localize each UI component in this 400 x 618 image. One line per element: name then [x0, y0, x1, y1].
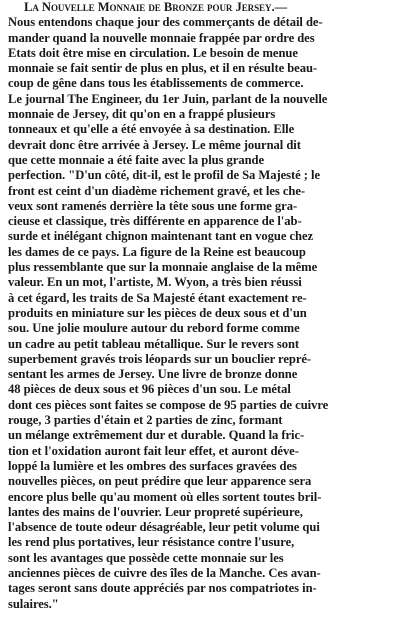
text-line: sont les avantages que possède cette monnaie sur les: [8, 550, 284, 565]
text-line: lantes des mains de l'ouvrier. Leur propreté supérieure,: [8, 504, 303, 519]
text-line: coup de gêne dans tous les établissements de commerce.: [8, 76, 304, 91]
text-line: Nous entendons chaque jour des commerçants de détail de-: [8, 15, 323, 30]
text-line: perfection. "D'un côté, dit-il, est le profil de Sa Majesté ; le: [8, 168, 321, 183]
text-line: que cette monnaie a été faite avec la plus grande: [8, 152, 265, 167]
text-line: anciennes pièces de cuivre des îles de la Manche. Ces avan-: [8, 565, 321, 580]
text-line: un mélange extrêmement dur et durable. Quand la fric-: [8, 428, 305, 443]
article-body: [8, 0, 394, 612]
text-line: un cadre au petit tableau métallique. Sur le revers sont: [8, 336, 300, 351]
text-line: valeur. En un mot, l'artiste, M. Wyon, a très bien réussi: [8, 275, 302, 290]
text-line: Le journal The Engineer, du 1er Juin, parlant de la nouvelle: [8, 91, 328, 106]
text-line: nouvelles pièces, on peut prédire que leur apparence sera: [8, 474, 312, 489]
text-line: mander quand la nouvelle monnaie frappée par ordre des: [8, 30, 315, 45]
text-line: tages seront sans doute appréciés par nos compatriotes in-: [8, 581, 317, 596]
article-heading: La Nouvelle Monnaie de Bronze pour Jersey.—: [24, 0, 288, 14]
text-line: l'absence de toute odeur désagréable, leur petit volume qui: [8, 520, 320, 535]
text-line: produits en miniature sur les pièces de deux sous et d'un: [8, 305, 307, 320]
text-line: surde et inélégant chignon maintenant tant en vogue chez: [8, 229, 314, 244]
text-line: tonneaux et qu'elle a été envoyée à sa destination. Elle: [8, 122, 295, 137]
text-line: les dames de ce pays. La figure de la Reine est beaucoup: [8, 244, 306, 259]
text-line: sou. Une jolie moulure autour du rebord forme comme: [8, 321, 300, 336]
text-line: cieuse et classique, très différente en apparence de l'ab-: [8, 214, 302, 229]
text-line: plus ressemblante que sur la monnaie anglaise de la même: [8, 260, 318, 275]
text-line: les rend plus portatives, leur résistance contre l'usure,: [8, 535, 295, 550]
text-line: à cet égard, les traits de Sa Majesté étant exactement re-: [8, 290, 307, 305]
text-line: loppé la lumière et les ombres des surfaces gravées des: [8, 458, 297, 473]
text-line: encore plus belle qu'au moment où elles sortent toutes bril-: [8, 489, 322, 504]
text-line: rouge, 3 parties d'étain et 2 parties de zinc, formant: [8, 413, 283, 428]
text-line: Etats doit être mise en circulation. Le besoin de menue: [8, 45, 298, 60]
text-line: monnaie se fait sentir de plus en plus, et il en résulte beau-: [8, 61, 318, 76]
text-line: devrait donc être arrivée à Jersey. Le même journal dit: [8, 137, 301, 152]
text-line: dont ces pièces sont faites se compose de 95 parties de cuivre: [8, 397, 329, 412]
text-line: sulaires.": [8, 596, 59, 611]
text-line: tion et l'oxidation auront fait leur effet, et auront déve-: [8, 443, 299, 458]
text-line: front est ceint d'un diadème richement gravé, et les che-: [8, 183, 306, 198]
text-line: veux sont ramenés derrière la tête sous une forme gra-: [8, 198, 298, 213]
text-line: sentant les armes de Jersey. Une livre de bronze donne: [8, 367, 298, 382]
text-line: superbement gravés trois léopards sur un bouclier repré-: [8, 351, 312, 366]
text-line: 48 pièces de deux sous et 96 pièces d'un sou. Le métal: [8, 382, 291, 397]
text-line: monnaie de Jersey, dit qu'on en a frappé plusieurs: [8, 107, 276, 122]
